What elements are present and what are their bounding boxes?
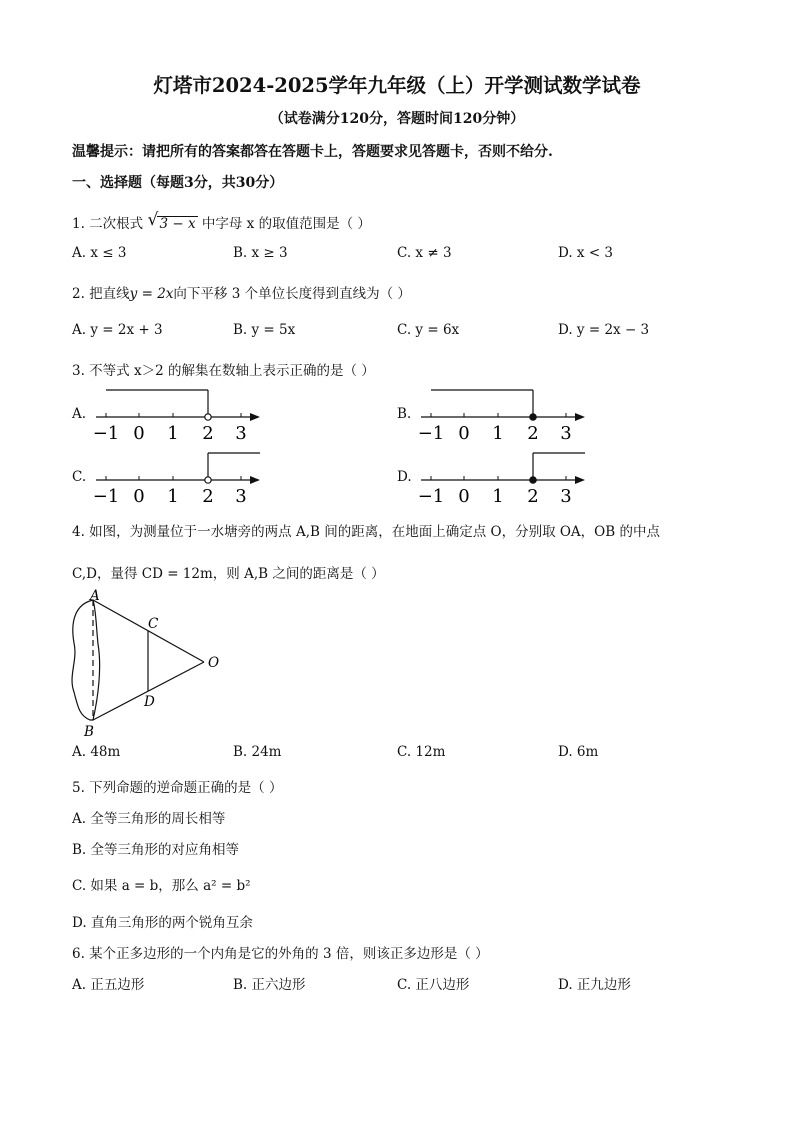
q1-radical: √ 3 − x	[147, 210, 196, 232]
question-6-stem: 6. 某个正多边形的一个内角是它的外角的 3 倍，则该正多边形是（ ）	[72, 946, 489, 962]
q3-numberline-c	[88, 448, 268, 508]
filled-point	[530, 477, 536, 483]
q6-option-a: A. 正五边形	[72, 977, 145, 993]
tick-label: 0	[458, 423, 470, 444]
tick-label: −1	[417, 486, 445, 507]
q2-expr: y = 2x	[129, 286, 174, 302]
filled-point	[530, 414, 536, 420]
q1-option-b: B. x ≥ 3	[233, 245, 288, 261]
q3-option-c-letter: C.	[72, 469, 87, 485]
question-5-stem: 5. 下列命题的逆命题正确的是（ ）	[72, 780, 283, 796]
q1-radicand: 3 − x	[159, 216, 196, 232]
question-2-stem	[72, 282, 411, 302]
label-o: O	[208, 655, 220, 671]
tick-label: 3	[560, 423, 572, 444]
tick-label: 0	[458, 486, 470, 507]
pond-outline	[72, 600, 100, 720]
q3-numberline-a	[88, 385, 268, 445]
tick-label: 2	[527, 486, 539, 507]
q4-option-b: B. 24m	[233, 744, 282, 760]
q3-numberline-b	[413, 385, 593, 445]
tick-label: 3	[235, 486, 247, 507]
q4-figure	[62, 588, 232, 740]
axis-arrow-icon	[250, 413, 260, 421]
q1-prefix: 1. 二次根式	[72, 216, 144, 232]
tick-label: −1	[92, 423, 120, 444]
q2-prefix: 2. 把直线	[72, 286, 130, 302]
page-title: 灯塔市2024-2025学年九年级（上）开学测试数学试卷	[153, 74, 641, 97]
label-c: C	[148, 616, 159, 632]
q6-option-d: D. 正九边形	[558, 977, 631, 993]
q5-option-c: C. 如果 a = b，那么 a² = b²	[72, 878, 251, 894]
tick-label: 2	[202, 423, 214, 444]
tick-label: −1	[417, 423, 445, 444]
q3-option-b-letter: B.	[397, 406, 412, 422]
q5-option-d: D. 直角三角形的两个锐角互余	[72, 915, 253, 931]
q6-option-c: C. 正八边形	[397, 977, 470, 993]
tick-label: 1	[492, 486, 504, 507]
question-4-line1: 4. 如图，为测量位于一水塘旁的两点 A,B 间的距离，在地面上确定点 O，分别取 OA，OB 的中点	[72, 524, 660, 540]
tick-label: 1	[167, 486, 179, 507]
tick-marks	[106, 476, 241, 480]
tick-label: 2	[202, 486, 214, 507]
axis-arrow-icon	[575, 476, 585, 484]
notice-text: 温馨提示：请把所有的答案都答在答题卡上，答题要求见答题卡，否则不给分.	[72, 144, 553, 160]
q2-option-a: A. y = 2x + 3	[72, 322, 163, 338]
tick-label: 2	[527, 423, 539, 444]
page-subtitle: （试卷满分120分，答题时间120分钟）	[269, 111, 525, 127]
tick-marks	[431, 413, 566, 417]
question-4-line2: C,D，量得 CD = 12m，则 A,B 之间的距离是（ ）	[72, 566, 385, 582]
tick-marks	[106, 413, 241, 417]
q2-option-b: B. y = 5x	[233, 322, 296, 338]
q4-option-c: C. 12m	[397, 744, 446, 760]
axis-arrow-icon	[575, 413, 585, 421]
tick-label: 0	[133, 486, 145, 507]
q6-option-b: B. 正六边形	[233, 977, 306, 993]
q4-option-a: A. 48m	[72, 744, 121, 760]
q3-option-d-letter: D.	[397, 469, 412, 485]
axis-arrow-icon	[250, 476, 260, 484]
q2-option-d: D. y = 2x − 3	[558, 322, 650, 338]
label-d: D	[144, 694, 155, 710]
q2-option-c: C. y = 6x	[397, 322, 460, 338]
open-point	[205, 414, 211, 420]
open-point	[205, 477, 211, 483]
tick-label: 3	[235, 423, 247, 444]
q3-numberline-d	[413, 448, 593, 508]
q2-suffix: 向下平移 3 个单位长度得到直线为（ ）	[173, 286, 411, 302]
question-1-stem	[72, 212, 371, 232]
label-b: B	[84, 724, 94, 740]
q5-option-b: B. 全等三角形的对应角相等	[72, 842, 240, 858]
tick-label: 0	[133, 423, 145, 444]
q5-option-a: A. 全等三角形的周长相等	[72, 811, 226, 827]
q3-option-a-letter: A.	[72, 406, 87, 422]
q4-option-d: D. 6m	[558, 744, 599, 760]
tick-label: 1	[492, 423, 504, 444]
tick-marks	[431, 476, 566, 480]
section-heading: 一、选择题（每题3分，共30分）	[72, 175, 284, 191]
tick-label: −1	[92, 486, 120, 507]
question-3-stem: 3. 不等式 x＞2 的解集在数轴上表示正确的是（ ）	[72, 363, 375, 379]
tick-label: 1	[167, 423, 179, 444]
tick-label: 3	[560, 486, 572, 507]
q1-option-c: C. x ≠ 3	[397, 245, 452, 261]
q1-option-d: D. x < 3	[558, 245, 614, 261]
q1-suffix: 中字母 x 的取值范围是（ ）	[201, 216, 371, 232]
q1-option-a: A. x ≤ 3	[72, 245, 127, 261]
label-a: A	[90, 588, 100, 604]
